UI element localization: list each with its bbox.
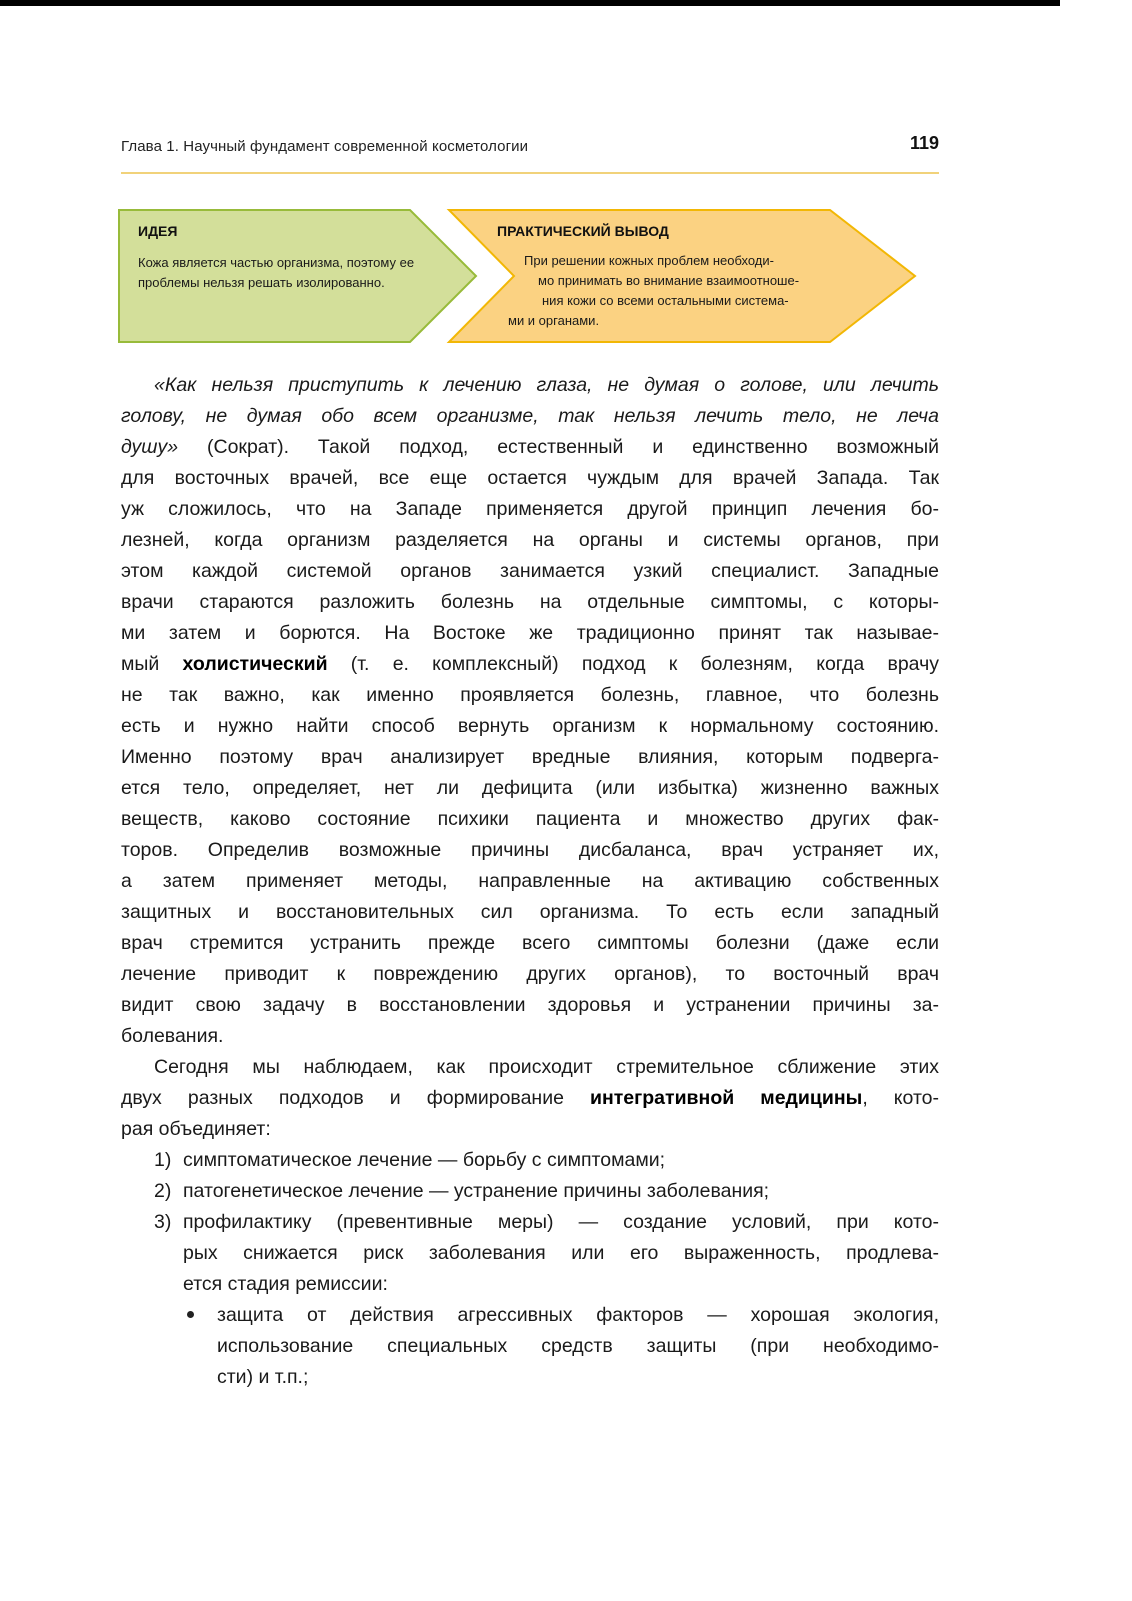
list-number: 2): [154, 1180, 172, 1202]
paragraph-socrates: [121, 370, 939, 1052]
text-line: этом каждой системой органов занимается узкий специалист. Западные: [121, 560, 939, 582]
text-line: ми затем и борются. На Востоке же традиционно принят так называе-: [121, 622, 939, 644]
text-line: двух разных подходов и формирование интегративной медицины, кото-: [121, 1087, 939, 1109]
text-line: мый холистический (т. е. комплексный) подход к болезням, когда врачу: [121, 653, 940, 675]
text-line: болевания.: [121, 1025, 224, 1047]
bullet-item-continuation: использование специальных средств защиты (при необходимо-: [217, 1335, 939, 1357]
quote-text: душу»: [121, 436, 179, 458]
text-line: уж сложилось, что на Западе применяется другой принцип лечения бо-: [121, 498, 939, 520]
text-line: веществ, каково состояние психики пациента и множество других фак-: [121, 808, 939, 830]
practical-text-line: мо принимать во внимание взаимоотноше-: [538, 273, 800, 288]
text-line: душу» (Сократ). Такой подход, естественный и единственно возможный: [121, 436, 939, 458]
text-line: лечение приводит к повреждению других органов), то восточный врач: [121, 963, 939, 985]
bullet-item-continuation: сти) и т.п.;: [217, 1366, 309, 1388]
bullet-item: защита от действия агрессивных факторов — хорошая экология,: [121, 1300, 939, 1331]
chapter-title: Глава 1. Научный фундамент современной косметологии: [121, 138, 529, 155]
text-line: для восточных врачей, все еще остается чуждым для врачей Запада. Так: [121, 467, 939, 489]
text-line: а затем применяет методы, направленные на активацию собственных: [121, 870, 939, 892]
body-text: [121, 370, 939, 1393]
term-integrative-medicine: интегративной медицины: [589, 1087, 863, 1109]
text-line: лезней, когда организм разделяется на органы и системы органов, при: [121, 529, 939, 551]
text-line: Именно поэтому врач анализирует вредные влияния, которым подверга-: [121, 746, 939, 768]
list-item-continuation: рых снижается риск заболевания или его выраженность, продлева-: [183, 1242, 939, 1264]
text-line: [121, 370, 939, 401]
text-line: рая объединяет:: [121, 1118, 271, 1140]
list-item-continuation: ется стадия ремиссии:: [183, 1273, 388, 1295]
text-line: не так важно, как именно проявляется болезнь, главное, что болезнь: [121, 684, 939, 706]
page-number: 119: [909, 133, 939, 153]
bullet-list: [121, 1300, 939, 1393]
text-line: Сегодня мы наблюдаем, как происходит стремительное сближение этих: [154, 1056, 939, 1078]
bullet-icon: [183, 1300, 217, 1331]
list-item: 3) профилактику (превентивные меры) — создание условий, при кото-: [121, 1207, 939, 1238]
text-line: видит свою задачу в восстановлении здоровья и устранении причины за-: [121, 994, 939, 1016]
text-line: врач стремится устранить прежде всего симптомы болезни (даже если: [121, 932, 939, 954]
term-holistic: холистический: [182, 653, 328, 675]
practical-text-line: При решении кожных проблем необходи-: [524, 253, 774, 268]
practical-text-line: ния кожи со всеми остальными система-: [542, 293, 789, 308]
text-line: ется тело, определяет, нет ли дефицита (или избытка) жизненно важных: [121, 777, 939, 799]
list-item: 2) патогенетическое лечение — устранение причины заболевания;: [121, 1176, 939, 1207]
idea-text: Кожа является частью организма, поэтому ее проблемы нельзя решать изолированно.: [138, 255, 415, 290]
numbered-list: [121, 1145, 939, 1300]
text-line: торов. Определив возможные причины дисбаланса, врач устраняет их,: [121, 839, 939, 861]
practical-title: ПРАКТИЧЕСКИЙ ВЫВОД: [497, 223, 669, 239]
quote-text: «Как нельзя приступить к лечению глаза, не думая о голове, или лечить: [154, 374, 939, 396]
practical-text-line: ми и органами.: [508, 313, 600, 328]
idea-title: ИДЕЯ: [138, 223, 178, 239]
text-line: [121, 401, 939, 432]
paragraph-integrative: [121, 1052, 939, 1145]
list-number: 3): [154, 1211, 172, 1233]
list-number: 1): [154, 1149, 172, 1171]
text-line: защитных и восстановительных сил организма. То есть если западный: [121, 901, 939, 923]
text-line: есть и нужно найти способ вернуть организм к нормальному состоянию.: [121, 715, 939, 737]
list-item: 1) симптоматическое лечение — борьбу с симптомами;: [121, 1145, 939, 1176]
text-line: врачи стараются разложить болезнь на отдельные симптомы, с которы-: [121, 591, 939, 613]
quote-text: голову, не думая обо всем организме, так нельзя лечить тело, не леча: [121, 405, 939, 427]
